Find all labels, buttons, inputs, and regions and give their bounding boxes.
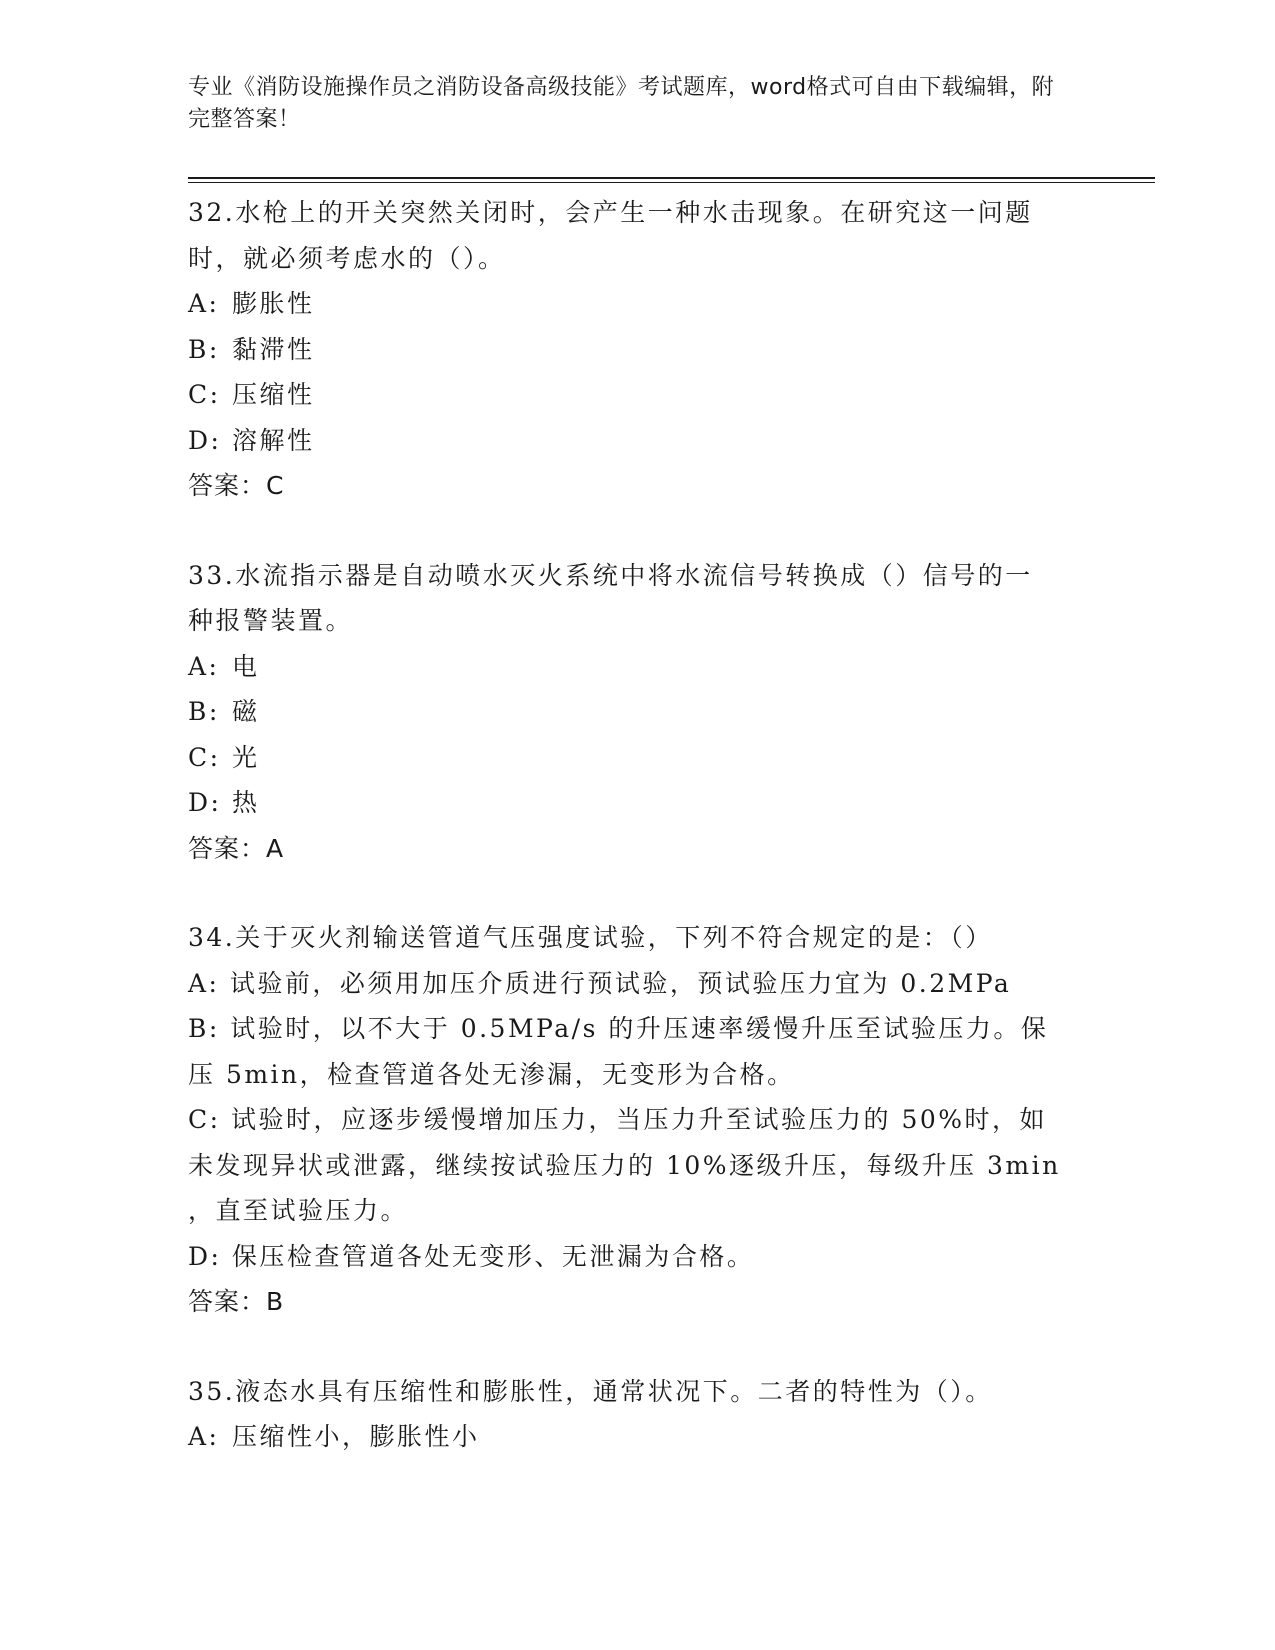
option-b: B: 试验时，以不大于 0.5MPa/s 的升压速率缓慢升压至试验压力。保 (188, 1014, 1049, 1043)
question-list (188, 190, 1068, 1504)
header-divider-thin (188, 182, 1155, 183)
header-divider (188, 177, 1155, 179)
option-c: C: 压缩性 (188, 380, 315, 409)
option-c: C: 光 (188, 742, 260, 772)
question-stem: 35.液态水具有压缩性和膨胀性，通常状况下。二者的特性为（）。 (188, 1376, 993, 1406)
question-stem: 33.水流指示器是自动喷水灭火系统中将水流信号转换成（）信号的一 (188, 560, 1033, 590)
document-header (188, 72, 1068, 136)
question-stem: 时，就必须考虑水的（）。 (188, 243, 506, 273)
question-34 (188, 915, 1068, 1325)
option-c: C: 试验时，应逐步缓慢增加压力，当压力升至试验压力的 50%时，如 (188, 1105, 1048, 1134)
option-b: B: 黏滞性 (188, 334, 315, 364)
option-a: A: 电 (188, 651, 260, 681)
option-d: D: 溶解性 (188, 425, 315, 455)
option-d: D: 热 (188, 788, 260, 817)
question-stem: 32.水枪上的开关突然关闭时，会产生一种水击现象。在研究这一问题 (188, 198, 1033, 227)
question-32 (188, 190, 1068, 509)
question-33 (188, 553, 1068, 872)
option-a: A: 试验前，必须用加压介质进行预试验，预试验压力宜为 0.2MPa (188, 968, 1012, 998)
option-b: B: 磁 (188, 697, 260, 726)
question-stem: 34.关于灭火剂输送管道气压强度试验，下列不符合规定的是：（） (188, 923, 993, 952)
option-c-continued: 未发现异状或泄露，继续按试验压力的 10%逐级升压，每级升压 3min (188, 1150, 1061, 1180)
answer: 答案：C (188, 471, 285, 500)
question-35 (188, 1369, 1068, 1460)
option-c-continued: ，直至试验压力。 (188, 1196, 409, 1225)
option-d: D: 保压检查管道各处无变形、无泄漏为合格。 (188, 1241, 755, 1271)
answer: 答案：A (188, 833, 285, 863)
option-a: A: 膨胀性 (188, 289, 315, 318)
header-text: 专业《消防设施操作员之消防设备高级技能》考试题库，word格式可自由下载编辑，附完整答案！ (188, 75, 1055, 132)
option-b-continued: 压 5min，检查管道各处无渗漏，无变形为合格。 (188, 1059, 795, 1089)
question-stem: 种报警装置。 (188, 606, 354, 635)
answer: 答案：B (188, 1287, 285, 1316)
option-a: A: 压缩性小，膨胀性小 (188, 1422, 480, 1451)
